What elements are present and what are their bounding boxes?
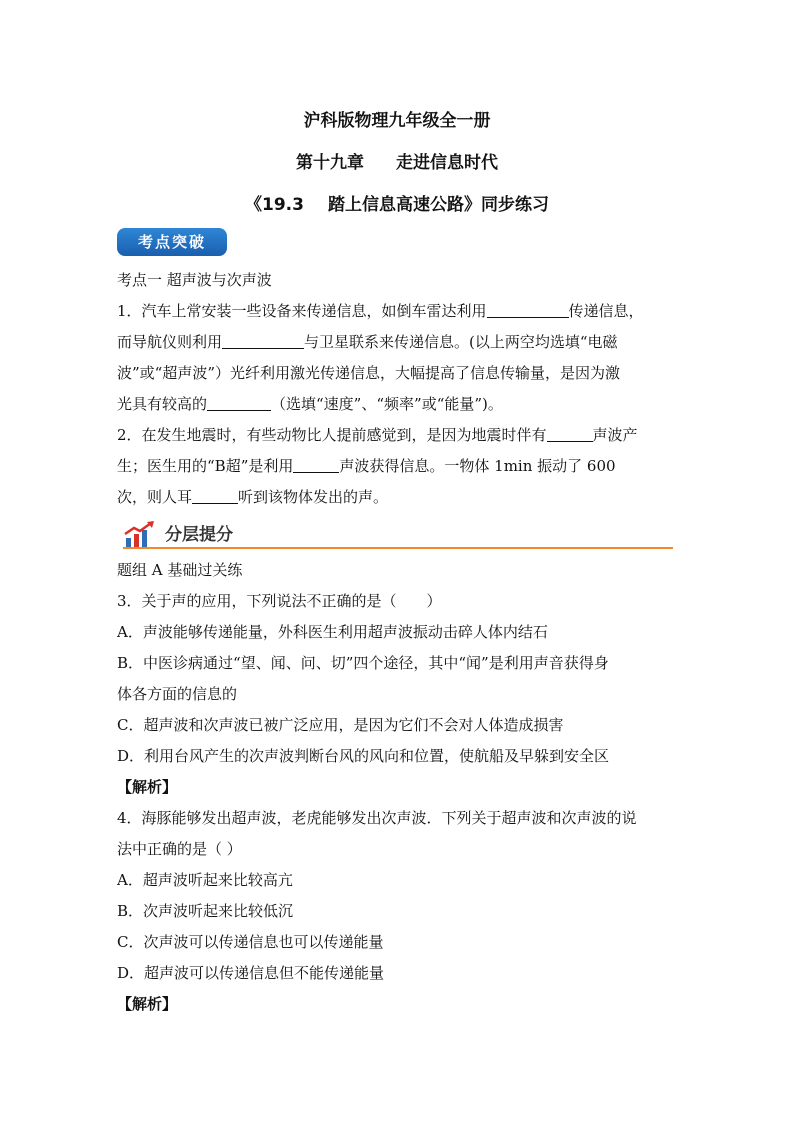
answer-blank[interactable]: [547, 423, 593, 442]
lesson-name: 踏上信息高速公路》同步练习: [327, 195, 549, 215]
q3-option-a: A．声波能够传递能量，外科医生利用超声波振动击碎人体内结石: [117, 623, 548, 641]
group-a-title: 题组 A 基础过关练: [117, 561, 243, 579]
q1-line-1: 1．汽车上常安装一些设备来传递信息，如倒车雷达利用 传递信息，: [117, 296, 677, 327]
q3-stem: 3．关于声的应用，下列说法不正确的是（ ）: [117, 592, 442, 610]
q4-option-b: B．次声波听起来比较低沉: [117, 902, 294, 920]
lesson-title: [0, 190, 794, 215]
answer-blank[interactable]: [207, 392, 271, 411]
q3-option-b-line-2: 体各方面的信息的: [117, 685, 238, 703]
section-badge-kaodian: 考点突破: [117, 228, 227, 256]
q3-option-b-line-1: B．中医诊病通过“望、闻、问、切”四个途径，其中“闻”是利用声音获得身: [117, 654, 609, 672]
q2-line-2: 生；医生用的“B超”是利用 声波获得信息。一物体 1min 振动了 600: [117, 451, 677, 482]
q3-option-d: D．利用台风产生的次声波判断台风的风向和位置，使航船及早躲到安全区: [117, 747, 610, 765]
lesson-number: 《19.3: [245, 195, 304, 215]
q2-line-1: 2．在发生地震时，有些动物比人提前感觉到，是因为地震时伴有 声波产: [117, 420, 677, 451]
answer-blank[interactable]: [487, 299, 569, 318]
q1-line-2: 而导航仪则利用 与卫星联系来传递信息。(以上两空均选填“电磁: [117, 327, 677, 358]
answer-blank[interactable]: [192, 485, 238, 504]
kaodian-1-title: 考点一 超声波与次声波: [117, 271, 272, 289]
fenceng-section-header: [123, 518, 673, 552]
q4-option-d: D．超声波可以传递信息但不能传递能量: [117, 964, 385, 982]
section-divider: [123, 547, 673, 549]
chapter-title: [0, 148, 794, 173]
q1-line-4: 光具有较高的 （选填“速度”、“频率”或“能量”)。: [117, 389, 677, 420]
chapter-name: 走进信息时代: [396, 153, 498, 173]
q4-analysis-label: 【解析】: [117, 995, 178, 1013]
q3-analysis-label: 【解析】: [117, 778, 178, 796]
fenceng-title: 分层提分: [165, 525, 233, 545]
q4-option-c: C．次声波可以传递信息也可以传递能量: [117, 933, 384, 951]
q4-stem-line-1: 4．海豚能够发出超声波，老虎能够发出次声波．下列关于超声波和次声波的说: [117, 809, 637, 827]
q1-line-3: 波”或“超声波”）光纤利用激光传递信息，大幅提高了信息传输量，是因为激: [117, 364, 621, 382]
q4-stem-line-2: 法中正确的是（ ）: [117, 840, 242, 858]
q2-line-3: 次，则人耳 听到该物体发出的声。: [117, 482, 677, 513]
chapter-number: 第十九章: [296, 153, 364, 173]
q3-option-c: C．超声波和次声波已被广泛应用，是因为它们不会对人体造成损害: [117, 716, 564, 734]
answer-blank[interactable]: [293, 454, 339, 473]
q4-option-a: A．超声波听起来比较高亢: [117, 871, 293, 889]
book-title: 沪科版物理九年级全一册: [303, 111, 491, 131]
bar-chart-growth-icon: [123, 520, 157, 548]
answer-blank[interactable]: [222, 330, 304, 349]
